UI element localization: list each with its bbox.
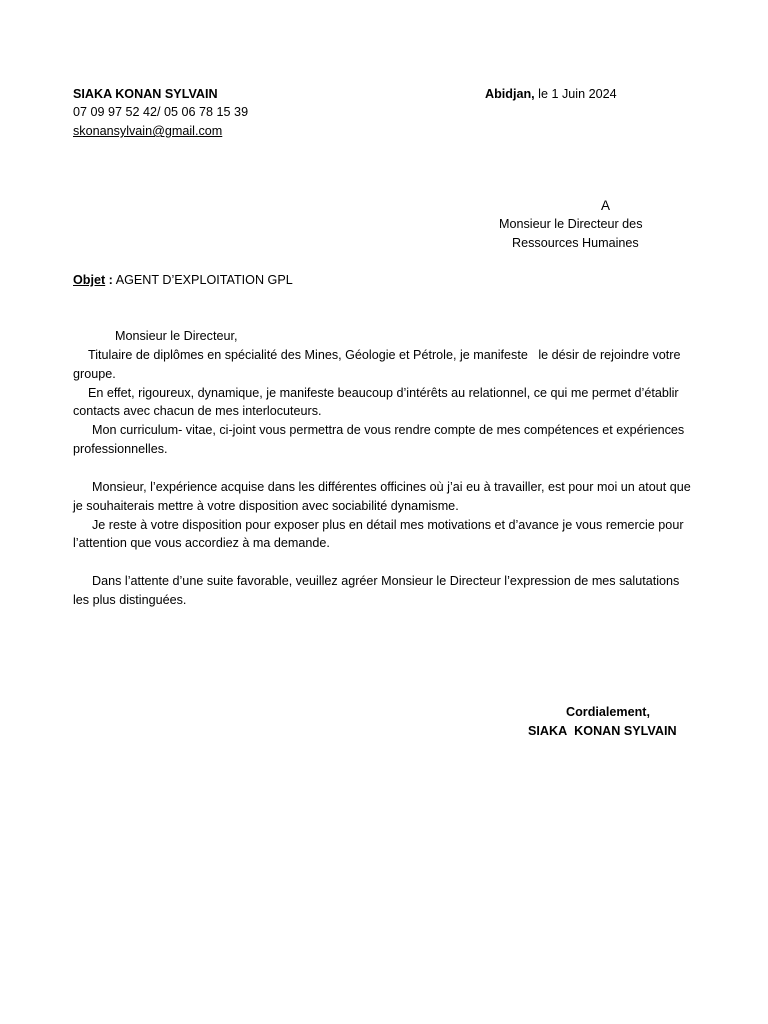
subject-label: Objet bbox=[73, 273, 106, 287]
signature-name: SIAKA KONAN SYLVAIN bbox=[528, 724, 677, 738]
paragraph-closing: Dans l’attente d’une suite favorable, veuillez agréer Monsieur le Directeur l’expression de mes salutations les plus distinguées. bbox=[73, 574, 680, 607]
place-city: Abidjan, bbox=[485, 87, 535, 101]
body-group-1 bbox=[73, 346, 698, 459]
subject-line bbox=[73, 271, 293, 290]
sender-email[interactable]: skonansylvain@gmail.com bbox=[73, 124, 223, 138]
recipient-prefix: A bbox=[601, 198, 611, 213]
subject-separator: : bbox=[105, 273, 113, 287]
body-group-2 bbox=[73, 478, 698, 553]
sender-name: SIAKA KONAN SYLVAIN bbox=[73, 87, 218, 101]
subject-text: AGENT D’EXPLOITATION GPL bbox=[112, 273, 293, 287]
sender-phones: 07 09 97 52 42/ 05 06 78 15 39 bbox=[73, 105, 249, 119]
letter-date: le 1 Juin 2024 bbox=[534, 87, 617, 101]
paragraph-availability: Je reste à votre disposition pour exposer plus en détail mes motivations et d’avance je vous remercie pour l’attention que vous accordiez à ma demande. bbox=[73, 517, 684, 551]
place-date bbox=[485, 85, 617, 104]
paragraph-cv: Mon curriculum- vitae, ci-joint vous permettra de vous rendre compte de mes compétences et expériences professionnelles. bbox=[73, 423, 685, 456]
closing-greeting: Cordialement, bbox=[566, 705, 650, 719]
body-group-3 bbox=[73, 572, 698, 610]
salutation: Monsieur le Directeur, bbox=[115, 329, 238, 343]
paragraph-diplomas: Titulaire de diplômes en spécialité des Mines, Géologie et Pétrole, je manifeste le désir de rejoindre votre groupe. bbox=[73, 348, 681, 381]
recipient-line-1: Monsieur le Directeur des bbox=[499, 217, 643, 231]
paragraph-experience: Monsieur, l’expérience acquise dans les différentes officines où j’ai eu à travailler, est pour moi un atout que je souhaiterais mettre à votre disposition avec sociabilité dynamisme. bbox=[73, 480, 691, 513]
paragraph-qualities: En effet, rigoureux, dynamique, je manifeste beaucoup d’intérêts au relationnel, ce qui me permet d’établir contacts avec chacun de mes interlocuteurs. bbox=[73, 385, 679, 419]
recipient-line-2: Ressources Humaines bbox=[512, 236, 639, 250]
